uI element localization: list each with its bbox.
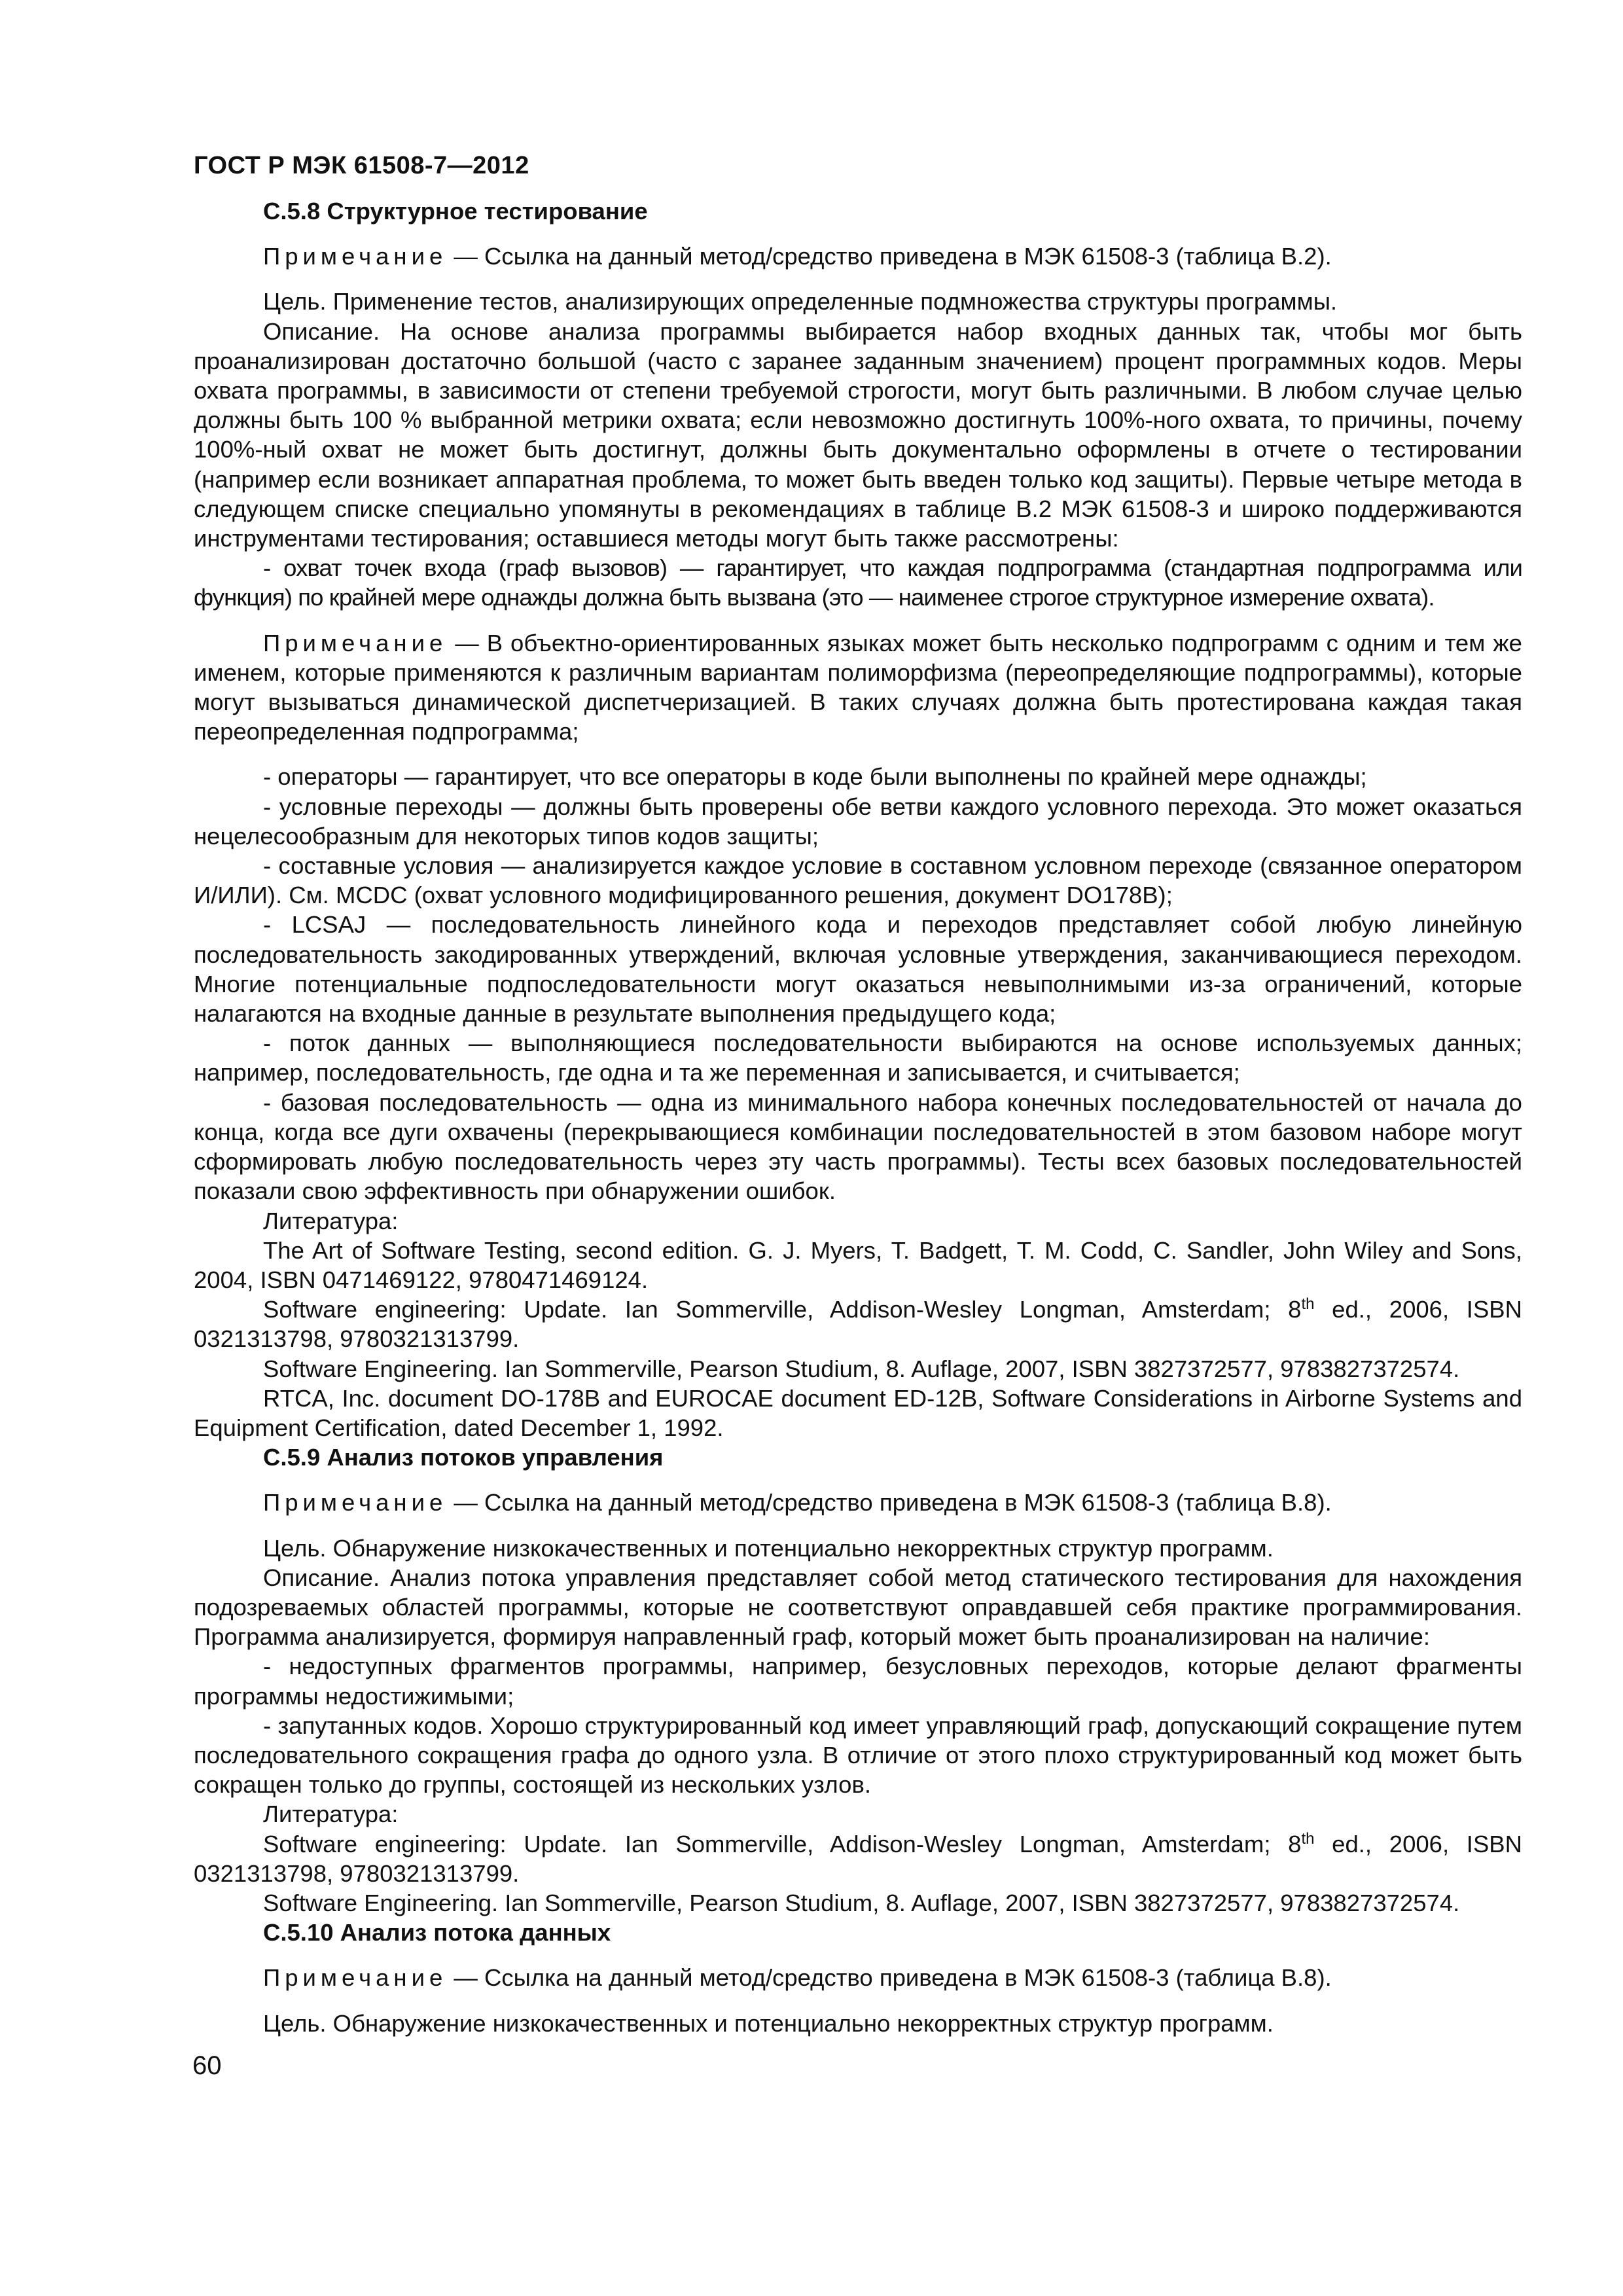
reference-item (194, 1829, 1522, 1888)
note-c510 (194, 1963, 1522, 1992)
note-c58 (194, 242, 1522, 271)
reference-item: Software Engineering. Ian Sommerville, Pearson Studium, 8. Auflage, 2007, ISBN 3827372577, 9783827372574. (263, 1355, 1460, 1382)
description-c59: Описание. Анализ потока управления представляет собой метод статического тестирования для нахождения подозреваемых областей программы, которые не соответствуют оправдавшей себя практике программирования. Программа анализируется, формируя направленный граф, который может быть проанализирован на наличие: (194, 1564, 1522, 1651)
note-label: Примечание (263, 243, 448, 270)
reference-item (194, 1295, 1522, 1354)
goal-c510: Цель. Обнаружение низкокачественных и потенциально некорректных структур программ. (263, 2009, 1274, 2037)
page-content (194, 196, 1522, 2038)
list-item: - LCSAJ — последовательность линейного кода и переходов представляет собой любую линейную последовательность закодированных утверждений, включая условные утверждения, заканчивающиеся переходом. Многие потенциальные подпоследовательности могут оказаться невыполнимыми из-за ограничений, которые налагаются на входные данные в результате выполнения предыдущего кода; (194, 911, 1522, 1028)
reference-text: ed., 2006, ISBN 0321313798, 9780321313799. (194, 1296, 1522, 1353)
note-label: Примечание (263, 1489, 448, 1516)
reference-item: RTCA, Inc. document DO-178B and EUROCAE document ED-12B, Software Considerations in Airborne Systems and Equipment Certification, dated December 1, 1992. (194, 1384, 1522, 1441)
list-item-entry-points: - охват точек входа (граф вызовов) — гарантирует, что каждая подпрограмма (стандартная подпрограмма или функция) по крайней мере однажды должна быть вызвана (это — наименее строгое структурное измерение охвата). (194, 554, 1522, 611)
reference-text: Software engineering: Update. Ian Sommerville, Addison-Wesley Longman, Amsterdam; 8 (263, 1296, 1302, 1323)
section-heading-c510: С.5.10 Анализ потока данных (263, 1919, 611, 1946)
section-heading-c59: С.5.9 Анализ потоков управления (263, 1444, 664, 1471)
description-c58: Описание. На основе анализа программы выбирается набор входных данных так, чтобы мог быть проанализирован достаточно большой (часто с заранее заданным значением) процент программных кодов. Меры охвата программы, в зависимости от степени требуемой строгости, могут быть различными. В любом случае целью должны быть 100 % выбранной метрики охвата; если невозможно достигнуть 100%-ного охвата, то причины, почему 100%-ный охват не может быть достигнут, должны быть документально оформлены в отчете о тестировании (например если возникает аппаратная проблема, то может быть введен только код защиты). Первые четыре метода в следующем списке специально упомянуты в рекомендациях в таблице В.2 МЭК 61508-3 и широко поддерживаются инструментами тестирования; оставшиеся методы могут быть также рассмотрены: (194, 317, 1522, 552)
reference-item: Software Engineering. Ian Sommerville, Pearson Studium, 8. Auflage, 2007, ISBN 3827372577, 9783827372574. (263, 1889, 1460, 1916)
list-item: - запутанных кодов. Хорошо структурированный код имеет управляющий граф, допускающий сокращение путем последовательного сокращения графа до одного узла. В отличие от этого плохо структурированный код может быть сокращен только до группы, состоящей из нескольких узлов. (194, 1712, 1522, 1799)
note-c59 (194, 1488, 1522, 1517)
list-item: - операторы — гарантирует, что все операторы в коде были выполнены по крайней мере однажды; (263, 763, 1367, 791)
ordinal-suffix: th (1301, 1829, 1315, 1848)
list-item: - составные условия — анализируется каждое условие в составном условном переходе (связанное оператором И/ИЛИ). См. MCDC (охват условного модифицированного решения, документ DO178B); (194, 852, 1522, 909)
list-item: - недоступных фрагментов программы, например, безусловных переходов, которые делают фрагменты программы недостижимыми; (194, 1653, 1522, 1710)
page-number: 60 (192, 2051, 222, 2080)
document-header: ГОСТ Р МЭК 61508-7—2012 (194, 152, 529, 179)
reference-item: The Art of Software Testing, second edition. G. J. Myers, T. Badgett, T. M. Codd, C. Sandler, John Wiley and Sons, 2004, ISBN 0471469122, 9780471469124. (194, 1236, 1522, 1293)
note-label: Примечание (263, 629, 448, 656)
ordinal-suffix: th (1301, 1295, 1315, 1313)
note-text: — Ссылка на данный метод/средство приведена в МЭК 61508-3 (таблица В.8). (447, 1489, 1332, 1516)
reference-text: ed., 2006, ISBN 0321313798, 9780321313799. (194, 1830, 1522, 1887)
list-item: - условные переходы — должны быть проверены обе ветви каждого условного перехода. Это может оказаться нецелесообразным для некоторых типов кодов защиты; (194, 793, 1522, 850)
literature-label: Литература: (263, 1801, 399, 1828)
goal-c59: Цель. Обнаружение низкокачественных и потенциально некорректных структур программ. (263, 1534, 1274, 1562)
section-heading-c58: С.5.8 Структурное тестирование (263, 198, 648, 224)
note-label: Примечание (263, 1964, 448, 1992)
list-item: - поток данных — выполняющиеся последовательности выбираются на основе используемых данных; например, последовательность, где одна и та же переменная и записывается, и считывается; (194, 1030, 1522, 1086)
reference-text: Software engineering: Update. Ian Sommerville, Addison-Wesley Longman, Amsterdam; 8 (263, 1830, 1302, 1857)
note-text: — В объектно-ориентированных языках может быть несколько подпрограмм с одним и тем же именем, которые применяются к различным вариантам полиморфизма (переопределяющие подпрограммы), которые могут вызываться динамической диспетчеризацией. В таких случаях должна быть протестирована каждая такая переопределенная подпрограмма; (194, 629, 1522, 745)
literature-label: Литература: (263, 1207, 399, 1234)
note2-c58 (194, 628, 1522, 747)
note-text: — Ссылка на данный метод/средство приведена в МЭК 61508-3 (таблица В.8). (447, 1964, 1332, 1992)
goal-c58: Цель. Применение тестов, анализирующих определенные подмножества структуры программы. (263, 288, 1338, 315)
list-item: - базовая последовательность — одна из минимального набора конечных последовательностей от начала до конца, когда все дуги охвачены (перекрывающиеся комбинации последовательностей в этом базовом наборе могут сформировать любую последовательность через эту часть программы). Тесты всех базовых последовательностей показали свою эффективность при обнаружении ошибок. (194, 1088, 1522, 1205)
note-text: — Ссылка на данный метод/средство приведена в МЭК 61508-3 (таблица В.2). (447, 243, 1332, 270)
